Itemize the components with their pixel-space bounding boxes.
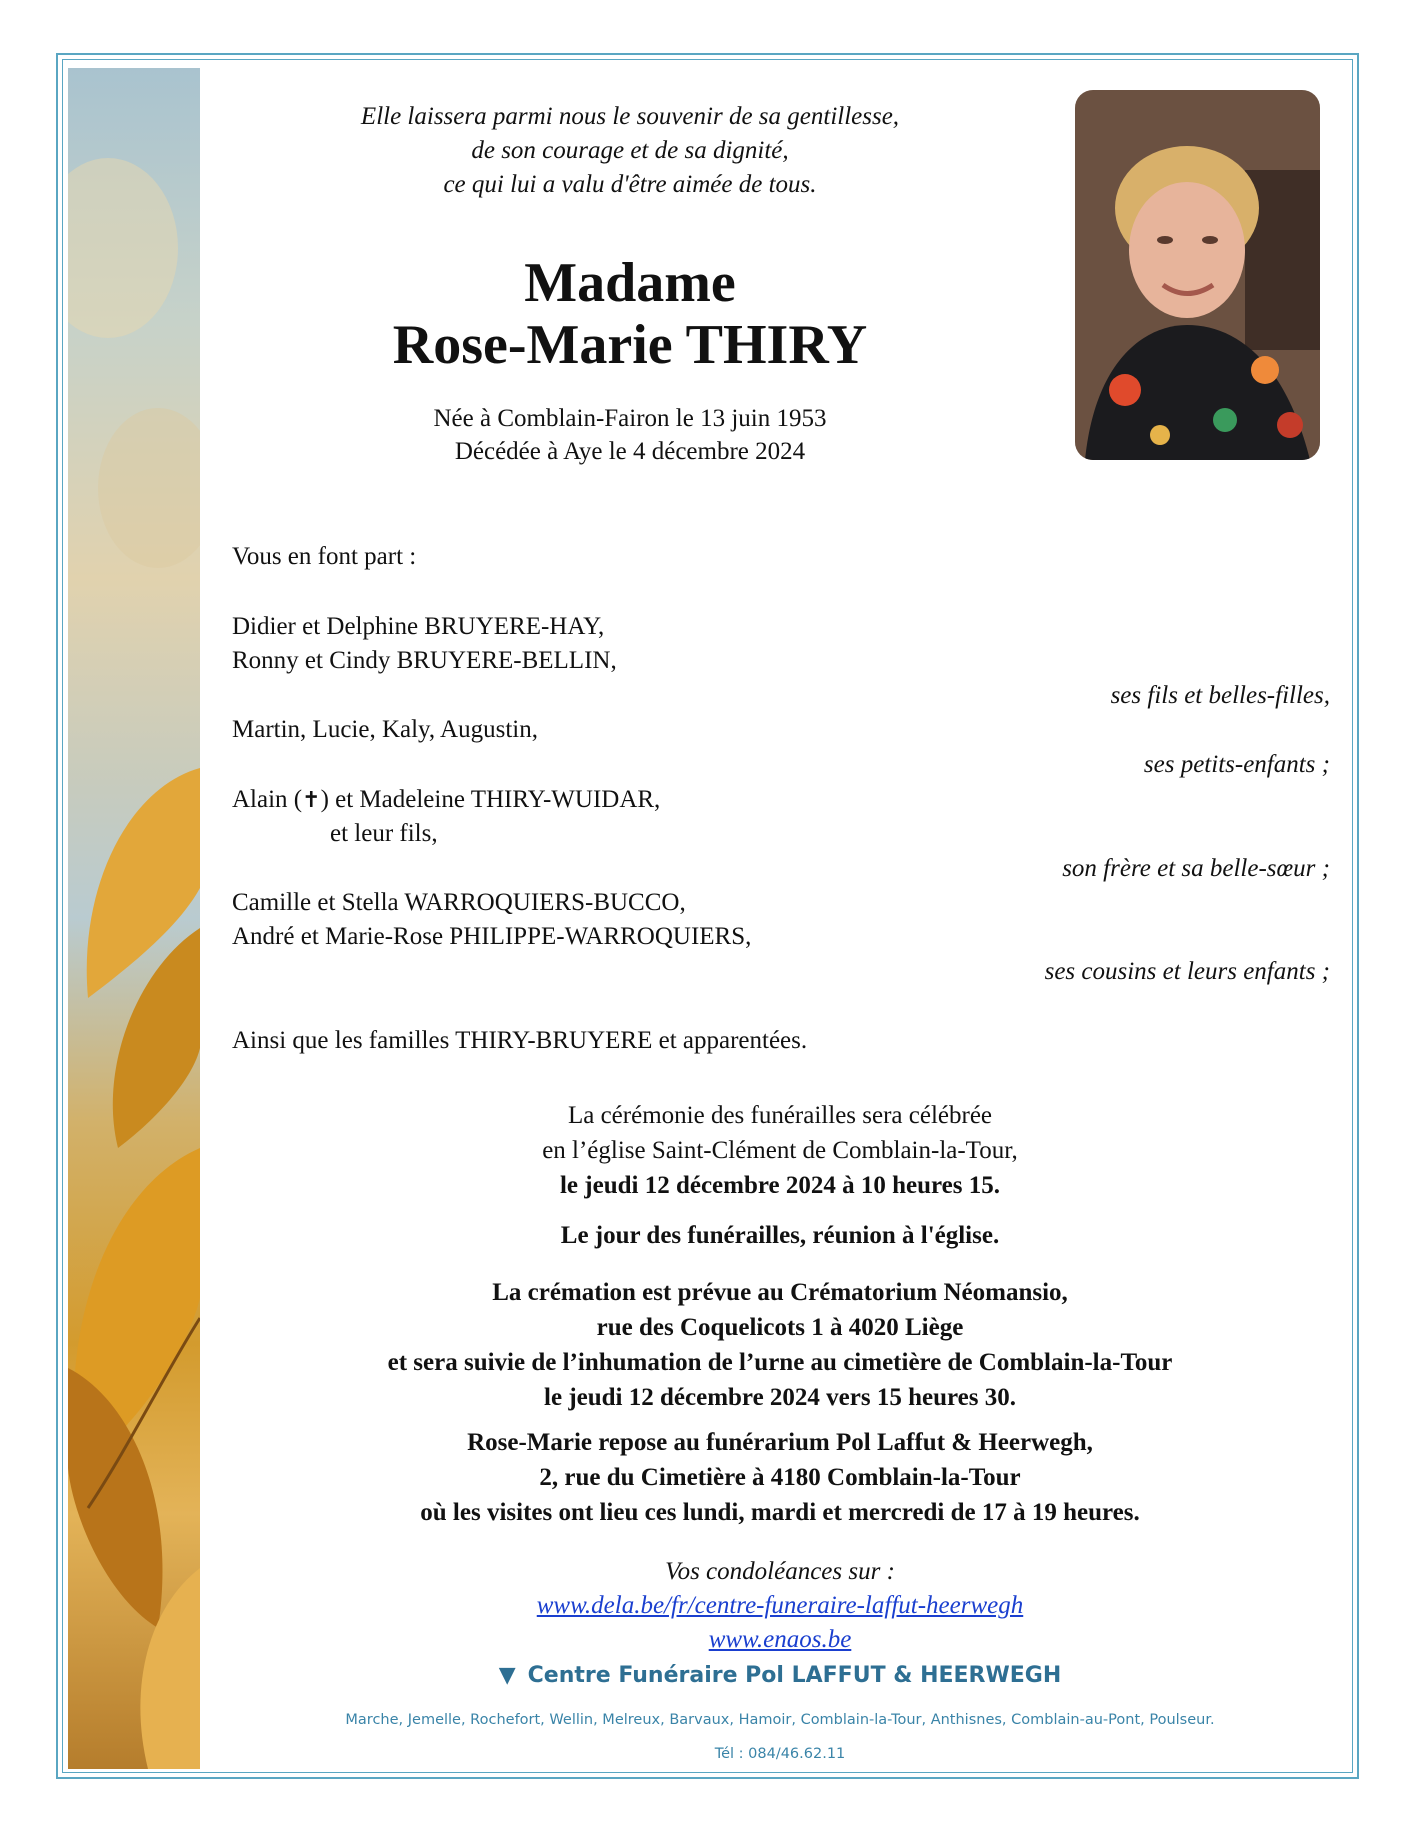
quote-line: ce qui lui a valu d'être aimée de tous. — [443, 171, 817, 198]
death-line: Décédée à Aye le 4 décembre 2024 — [454, 438, 806, 465]
ceremony-block — [230, 1098, 1330, 1203]
family-text: ) et Madeleine THIRY-WUIDAR, — [320, 786, 661, 813]
cremation-line: le jeudi 12 décembre 2024 vers 15 heures 30. — [544, 1384, 1016, 1411]
family-line: Martin, Lucie, Kaly, Augustin, — [232, 716, 538, 743]
meeting-line: Le jour des funérailles, réunion à l'église. — [560, 1222, 1000, 1249]
relation-label: ses petits-enfants ; — [1143, 751, 1330, 778]
relation-label: son frère et sa belle-sœur ; — [1062, 855, 1330, 882]
ceremony-line: La cérémonie des funérailles sera célébrée — [567, 1102, 993, 1129]
intro-text: Vous en font part : — [232, 543, 417, 570]
brand-name: Centre Funéraire Pol LAFFUT & HEERWEGH — [527, 1663, 1062, 1688]
ceremony-date: le jeudi 12 décembre 2024 à 10 heures 15. — [559, 1172, 1000, 1199]
memorial-quote — [230, 100, 1030, 202]
enaos-link[interactable]: www.enaos.be — [708, 1626, 852, 1653]
cremation-block — [230, 1275, 1330, 1415]
family-line: et leur fils, — [330, 820, 438, 847]
life-dates — [230, 402, 1030, 468]
quote-line: de son courage et de sa dignité, — [471, 137, 789, 164]
funerarium-line: Rose-Marie repose au funérarium Pol Laffut & Heerwegh, — [467, 1429, 1093, 1456]
birth-line: Née à Comblain-Fairon le 13 juin 1953 — [433, 405, 827, 432]
family-line: Ronny et Cindy BRUYERE-BELLIN, — [232, 647, 617, 674]
deceased-name: Rose-Marie THIRY — [392, 314, 868, 376]
cross-icon: ✝ — [302, 788, 321, 813]
ceremony-line: en l’église Saint-Clément de Comblain-la-Tour, — [542, 1137, 1018, 1164]
funeral-home-brand — [230, 1663, 1330, 1688]
autumn-leaves-image — [68, 68, 200, 1769]
funerarium-line: 2, rue du Cimetière à 4180 Comblain-la-Tour — [539, 1464, 1021, 1491]
honorific: Madame — [524, 252, 736, 314]
quote-line: Elle laissera parmi nous le souvenir de sa gentillesse, — [360, 103, 900, 130]
funerarium-line: où les visites ont lieu ces lundi, mardi et mercredi de 17 à 19 heures. — [420, 1499, 1140, 1526]
funerarium-block — [230, 1425, 1330, 1530]
family-line: Didier et Delphine BRUYERE-HAY, — [232, 613, 605, 640]
family-line: André et Marie-Rose PHILIPPE-WARROQUIERS, — [232, 923, 752, 950]
cremation-line: rue des Coquelicots 1 à 4020 Liège — [596, 1314, 964, 1341]
relation-label: ses cousins et leurs enfants ; — [1044, 958, 1330, 985]
cremation-line: La crémation est prévue au Crématorium Néomansio, — [492, 1279, 1068, 1306]
cremation-line: et sera suivie de l’inhumation de l’urne au cimetière de Comblain-la-Tour — [387, 1349, 1173, 1376]
condolences-label: Vos condoléances sur : — [665, 1558, 895, 1585]
deceased-title — [230, 252, 1030, 376]
family-line: Camille et Stella WARROQUIERS-BUCCO, — [232, 889, 686, 916]
family-text: Alain ( — [232, 786, 303, 813]
triangle-down-icon: ▼ — [498, 1663, 516, 1688]
condolences-block — [230, 1555, 1330, 1657]
phone-number: Tél : 084/46.62.11 — [714, 1746, 846, 1762]
family-line — [232, 783, 660, 818]
portrait-photo — [1075, 90, 1320, 460]
locations-list: Marche, Jemelle, Rochefort, Wellin, Melreux, Barvaux, Hamoir, Comblain-la-Tour, Anthisnes, Comblain-au-Pont, Poulseur. — [345, 1712, 1215, 1728]
families-line: Ainsi que les familles THIRY-BRUYERE et apparentées. — [232, 1027, 808, 1054]
dela-link[interactable]: www.dela.be/fr/centre-funeraire-laffut-heerwegh — [536, 1592, 1024, 1619]
relation-label: ses fils et belles-filles, — [1110, 682, 1330, 709]
